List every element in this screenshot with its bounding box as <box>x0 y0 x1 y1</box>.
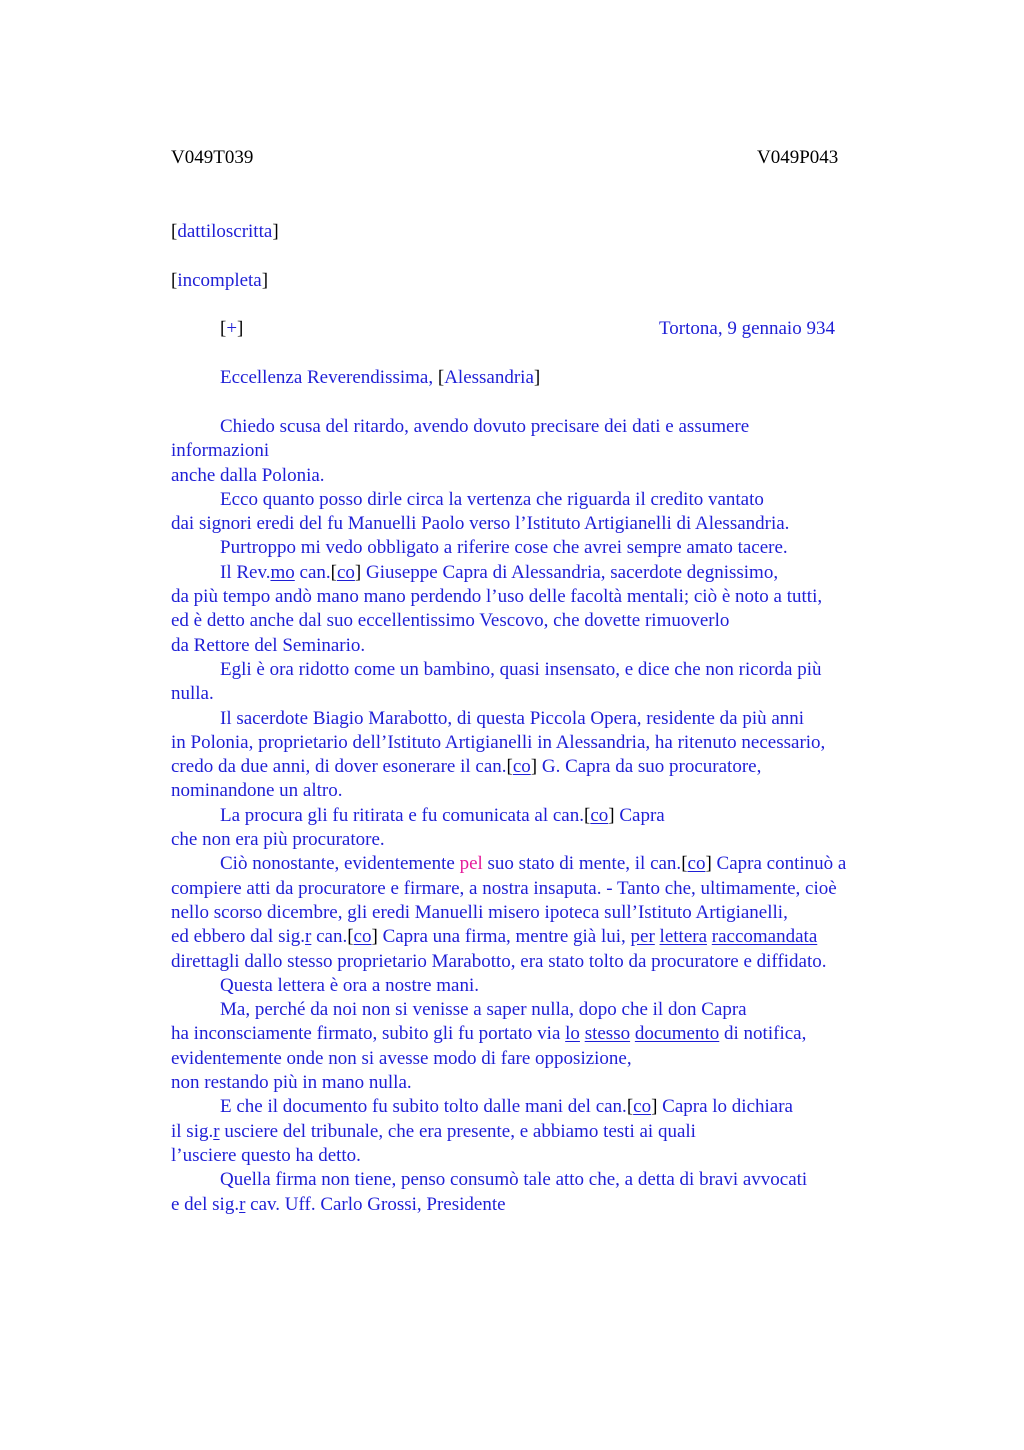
body-line <box>171 1193 911 1217</box>
body-line: l’usciere questo ha detto. <box>171 1144 361 1166</box>
underlined-word: documento <box>634 1023 720 1045</box>
superscript-abbrev: co <box>687 853 706 875</box>
superscript-abbrev: co <box>336 561 355 583</box>
typewritten-tag-text: dattiloscritta <box>177 221 273 242</box>
body-line <box>171 1022 911 1046</box>
body-line: E che il documento fu subito tolto dalle mani del can.[co] Capra lo dichiara <box>220 1096 793 1118</box>
body-line: ed ebbero dal sig.r can.[co] Capra una firma, mentre già lui, per lettera raccomandata <box>171 926 818 948</box>
text-run: Ciò nonostante, evidentemente <box>220 853 460 875</box>
text-run: ed ebbero dal sig. <box>171 926 306 948</box>
text-run: can. <box>294 561 331 583</box>
text-run: ha inconsciamente firmato, subito gli fu portato via <box>171 1023 566 1045</box>
text-run: e del sig. <box>171 1193 240 1215</box>
superscript-abbrev: co <box>512 756 531 778</box>
body-line: nello scorso dicembre, gli eredi Manuelli misero ipoteca sull’Istituto Artigianelli, <box>171 901 788 923</box>
text-run: Capra continuò a <box>711 853 847 875</box>
body-line: informazioni <box>171 440 270 462</box>
cross-mark: [+] <box>220 318 244 339</box>
underlined-word: per <box>630 926 655 948</box>
text-run: cav. Uff. Carlo Grossi, Presidente <box>245 1193 506 1215</box>
superscript-abbrev: co <box>353 926 372 948</box>
body-line: nulla. <box>171 683 214 705</box>
place-date: Tortona, 9 gennaio 934 <box>659 318 835 339</box>
body-line: anche dalla Polonia. <box>171 464 325 486</box>
text-run: credo da due anni, di dover esonerare il can. <box>171 756 507 778</box>
superscript-abbrev: r <box>239 1193 246 1215</box>
body-line: Purtroppo mi vedo obbligato a riferire cose che avrei sempre amato tacere. <box>220 537 788 559</box>
text-run: suo stato di mente, il can. <box>482 853 682 875</box>
underlined-word: stesso <box>584 1023 631 1045</box>
text-run: Giuseppe Capra di Alessandria, sacerdote degnissimo, <box>361 561 779 583</box>
body-line: Questa lettera è ora a nostre mani. <box>220 974 480 996</box>
body-line: nominandone un altro. <box>171 780 343 802</box>
underlined-word: lettera <box>659 926 708 948</box>
body-line <box>171 1120 911 1144</box>
text-run: Capra lo dichiara <box>657 1096 793 1118</box>
text-run: Il Rev. <box>220 561 271 583</box>
superscript-abbrev: co <box>633 1096 652 1118</box>
typewritten-tag: [dattiloscritta] <box>171 221 279 242</box>
body-line: da più tempo andò mano mano perdendo l’uso delle facoltà mentali; ciò è noto a tutti, <box>171 586 823 608</box>
body-line: Ma, perché da noi non si venisse a saper nulla, dopo che il don Capra <box>220 999 747 1021</box>
text-run: il sig. <box>171 1120 214 1142</box>
superscript-abbrev: r <box>213 1120 220 1142</box>
body-line: da Rettore del Seminario. <box>171 634 366 656</box>
text-run: G. Capra da suo procuratore, <box>537 756 762 778</box>
letter-body <box>171 415 911 1217</box>
incomplete-tag-text: incompleta <box>177 270 262 291</box>
text-run: di notifica, <box>719 1023 807 1045</box>
body-line: ed è detto anche dal suo eccellentissimo Vescovo, che dovette rimuoverlo <box>171 610 730 632</box>
body-line: in Polonia, proprietario dell’Istituto Artigianelli in Alessandria, ha ritenuto necessario, <box>171 731 826 753</box>
incomplete-tag: [incompleta] <box>171 270 269 291</box>
text-run: La procura gli fu ritirata e fu comunicata al can. <box>220 804 584 826</box>
body-line: Ciò nonostante, evidentemente pel suo stato di mente, il can.[co] Capra continuò a <box>220 853 847 875</box>
body-line: Egli è ora ridotto come un bambino, quasi insensato, e dice che non ricorda più <box>220 658 822 680</box>
text-run: E che il documento fu subito tolto dalle mani del can. <box>220 1096 627 1118</box>
highlighted-word: pel <box>459 853 483 875</box>
body-line: che non era più procuratore. <box>171 829 385 851</box>
body-line: La procura gli fu ritirata e fu comunicata al can.[co] Capra <box>220 804 665 826</box>
body-line: Chiedo scusa del ritardo, avendo dovuto precisare dei dati e assumere <box>220 416 750 437</box>
body-line: non restando più in mano nulla. <box>171 1072 412 1094</box>
body-line: compiere atti da procuratore e firmare, a nostra insaputa. - Tanto che, ultimamente, cioè <box>171 877 837 899</box>
body-line: dai signori eredi del fu Manuelli Paolo verso l’Istituto Artigianelli di Alessandria. <box>171 513 790 535</box>
document-code-left: V049T039 <box>171 147 254 168</box>
underlined-word: lo <box>565 1023 580 1045</box>
text-run: Capra una firma, mentre già lui, <box>377 926 631 948</box>
text-run: Capra <box>614 804 665 826</box>
body-line: Quella firma non tiene, penso consumò tale atto che, a detta di bravi avvocati <box>220 1169 808 1191</box>
body-line: credo da due anni, di dover esonerare il can.[co] G. Capra da suo procuratore, <box>171 756 762 778</box>
salutation-text: Eccellenza Reverendissima, <box>220 367 438 388</box>
text-run: usciere del tribunale, che era presente, e abbiamo testi ai quali <box>219 1120 696 1142</box>
body-line: evidentemente onde non si avesse modo di fare opposizione, <box>171 1047 632 1069</box>
salutation: Eccellenza Reverendissima, [Alessandria] <box>220 367 541 388</box>
cross-mark-text: + <box>226 318 238 339</box>
underlined-word: raccomandata <box>711 926 818 948</box>
body-line: Il Rev.mo can.[co] Giuseppe Capra di Alessandria, sacerdote degnissimo, <box>220 561 779 583</box>
text-run: can. <box>311 926 348 948</box>
salutation-place: Alessandria <box>444 367 534 388</box>
body-line: direttagli dallo stesso proprietario Marabotto, era stato tolto da procuratore e diffidato. <box>171 950 827 972</box>
body-line: Ecco quanto posso dirle circa la vertenza che riguarda il credito vantato <box>220 488 764 510</box>
body-line: Il sacerdote Biagio Marabotto, di questa Piccola Opera, residente da più anni <box>220 707 805 729</box>
superscript-abbrev: r <box>305 926 312 948</box>
superscript-abbrev: mo <box>270 561 295 583</box>
document-code-right: V049P043 <box>757 147 839 168</box>
superscript-abbrev: co <box>590 804 609 826</box>
